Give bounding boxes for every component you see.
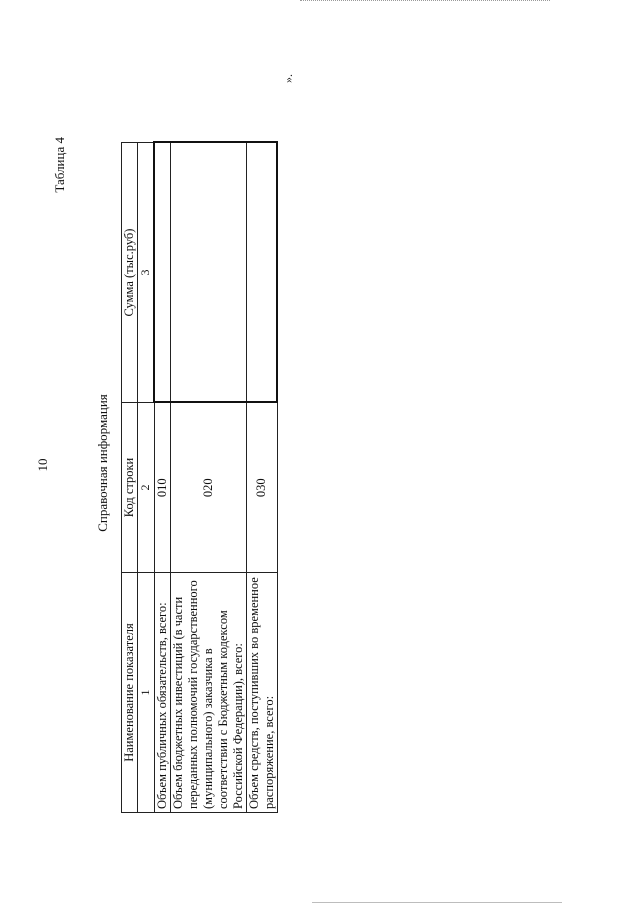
table-row bbox=[154, 143, 170, 813]
row-sum bbox=[246, 143, 277, 403]
column-number-row bbox=[138, 143, 155, 813]
column-number-1: 1 bbox=[138, 573, 155, 813]
row-name: Объем бюджетных инвестиций (в части переданных полномочий государственного (муниципального) заказчика в соответствии с Бюджетным кодексом Российской Федерации), всего: bbox=[170, 573, 246, 813]
row-sum bbox=[154, 143, 170, 403]
scan-edge-bottom bbox=[312, 902, 562, 903]
rotated-content bbox=[52, 74, 317, 813]
column-header-name: Наименование показателя bbox=[122, 573, 138, 813]
column-number-2: 2 bbox=[138, 403, 155, 573]
table-label: Таблица 4 bbox=[52, 137, 67, 193]
row-code: 010 bbox=[154, 403, 170, 573]
table-row bbox=[246, 143, 277, 813]
table-header-row bbox=[122, 143, 138, 813]
table-row bbox=[170, 143, 246, 813]
column-number-3: 3 bbox=[138, 143, 155, 403]
row-sum bbox=[170, 143, 246, 403]
row-code: 020 bbox=[170, 403, 246, 573]
column-header-code: Код строки bbox=[122, 403, 138, 573]
row-name: Объем публичных обязательств, всего: bbox=[154, 573, 170, 813]
scan-edge-top bbox=[300, 0, 550, 1]
section-title: Справочная информация bbox=[95, 394, 110, 532]
row-name: Объем средств, поступивших во временное распоряжение, всего: bbox=[246, 573, 277, 813]
row-code: 030 bbox=[246, 403, 277, 573]
column-header-sum: Сумма (тыс.руб) bbox=[122, 143, 138, 403]
page-number: 10 bbox=[35, 458, 50, 472]
reference-info-table bbox=[121, 142, 278, 814]
closing-quote-mark: ». bbox=[281, 74, 295, 83]
